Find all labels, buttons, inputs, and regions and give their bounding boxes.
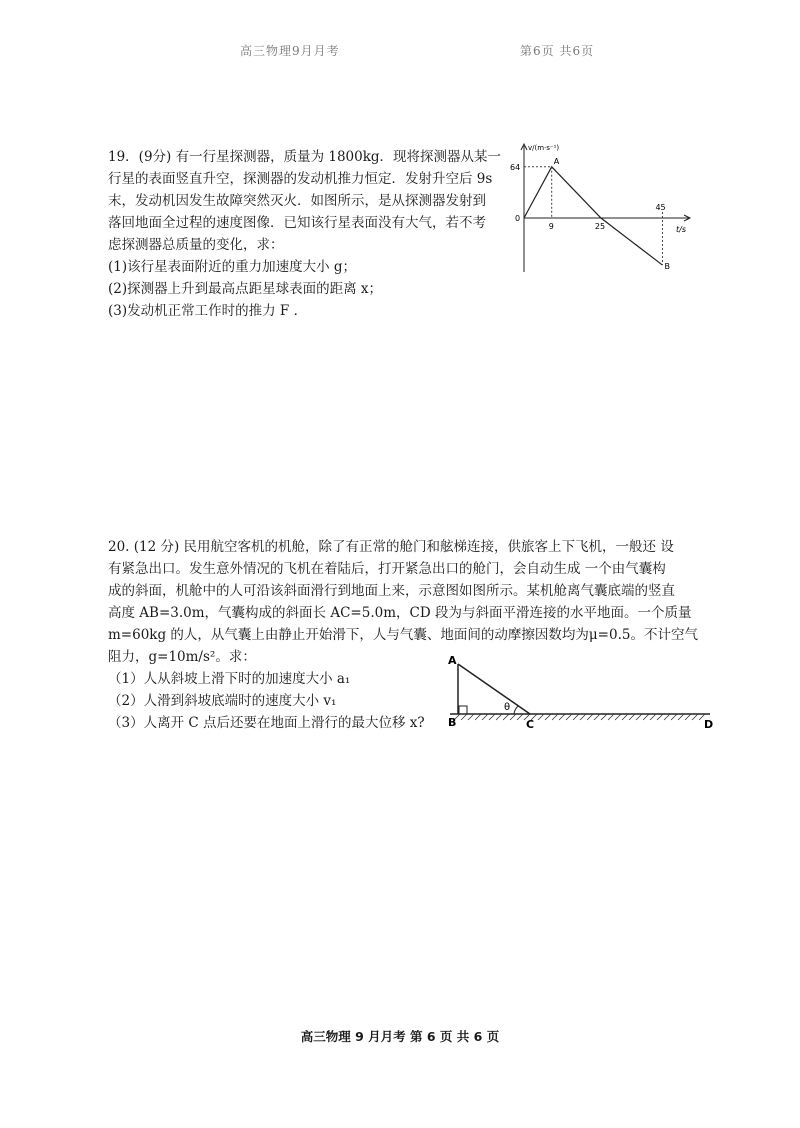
hatch-mark bbox=[510, 714, 516, 720]
point-label-b: B bbox=[664, 262, 670, 272]
q19-line-5: 虑探测器总质量的变化，求： bbox=[108, 237, 284, 253]
hatch-mark bbox=[636, 714, 642, 720]
hatch-mark bbox=[559, 714, 565, 720]
q20-line-6: 阻力，g=10m/s²。求： bbox=[108, 649, 256, 665]
ground-hatching bbox=[454, 714, 705, 720]
velocity-time-chart bbox=[508, 140, 698, 280]
header-fragment-left: 高三物理9月月考 bbox=[240, 44, 340, 58]
hatch-mark bbox=[671, 714, 677, 720]
q20-sub-1: （1）人从斜坡上滑下时的加速度大小 a₁ bbox=[108, 671, 351, 687]
hatch-mark bbox=[475, 714, 481, 720]
page-footer: 高三物理 9 月月考 第 6 页 共 6 页 bbox=[300, 1029, 500, 1044]
origin-label: 0 bbox=[515, 214, 521, 223]
label-theta: θ bbox=[504, 702, 511, 713]
q20-line-3: 成的斜面，机舱中的人可沿该斜面滑行到地面上来，示意图如图所示。某机舱离气囊底端的竖直 bbox=[108, 583, 675, 599]
header-fragment-right: 第6页 共6页 bbox=[520, 44, 595, 58]
x-tick-label-25: 25 bbox=[594, 222, 606, 231]
q19-sub-2: (2)探测器上升到最高点距星球表面的距离 x； bbox=[108, 281, 383, 297]
x-tick-label-45: 45 bbox=[655, 203, 666, 212]
hatch-mark bbox=[538, 714, 544, 720]
hatch-mark bbox=[566, 714, 572, 720]
hatch-mark bbox=[622, 714, 628, 720]
y-tick-label-64: 64 bbox=[510, 162, 521, 172]
y-axis-label: v/(m·s⁻¹) bbox=[528, 144, 560, 152]
q19-line-1: 19．(9分) 有一行星探测器，质量为 1800kg．现将探测器从某一 bbox=[108, 149, 502, 165]
hatch-mark bbox=[489, 714, 495, 720]
label-b: B bbox=[448, 716, 457, 729]
right-angle-mark bbox=[459, 706, 467, 714]
hatch-mark bbox=[594, 714, 600, 720]
hatch-mark bbox=[587, 714, 593, 720]
hatch-mark bbox=[657, 714, 663, 720]
q19-sub-1: (1)该行星表面附近的重力加速度大小 g； bbox=[108, 259, 357, 275]
question-19 bbox=[108, 146, 500, 322]
angle-arc bbox=[514, 706, 518, 714]
hatch-mark bbox=[629, 714, 635, 720]
q19-line-2: 行星的表面竖直升空，探测器的发动机推力恒定．发射升空后 9s bbox=[108, 171, 493, 187]
q20-sub-2: （2）人滑到斜坡底端时的速度大小 v₁ bbox=[108, 693, 337, 709]
label-d: D bbox=[704, 718, 714, 731]
hatch-mark bbox=[650, 714, 656, 720]
q20-sub-3: （3）人离开 C 点后还要在地面上滑行的最大位移 x? bbox=[108, 715, 425, 731]
hatch-mark bbox=[503, 714, 509, 720]
x-axis-label: t/s bbox=[676, 225, 686, 234]
hatch-mark bbox=[468, 714, 474, 720]
series-line bbox=[524, 167, 662, 265]
hatch-mark bbox=[692, 714, 698, 720]
hatch-mark bbox=[685, 714, 691, 720]
hatch-mark bbox=[496, 714, 502, 720]
hatch-mark bbox=[573, 714, 579, 720]
hatch-mark bbox=[545, 714, 551, 720]
q19-sub-3: (3)发动机正常工作时的推力 F ． bbox=[108, 303, 308, 319]
q20-line-4: 高度 AB=3.0m，气囊构成的斜面长 AC=5.0m，CD 段为与斜面平滑连接的水平地面。一个质量 bbox=[108, 605, 692, 621]
label-a: A bbox=[448, 654, 457, 667]
hatch-mark bbox=[601, 714, 607, 720]
hatch-mark bbox=[678, 714, 684, 720]
label-c: C bbox=[526, 718, 535, 731]
q19-line-3: 末，发动机因发生故障突然灭火．如图所示，是从探测器发射到 bbox=[108, 193, 486, 209]
slope-ac bbox=[458, 664, 530, 714]
q20-line-1: 20. (12 分) 民用航空客机的机舱，除了有正常的舱门和舷梯连接，供旅客上下飞机，一般还 设 bbox=[108, 539, 674, 555]
hatch-mark bbox=[615, 714, 621, 720]
q20-line-5: m=60kg 的人，从气囊上由静止开始滑下，人与气囊、地面间的动摩擦因数均为μ=0.5。不计空气 bbox=[108, 627, 698, 643]
hatch-mark bbox=[482, 714, 488, 720]
q19-line-4: 落回地面全过程的速度图像．已知该行星表面没有大气，若不考 bbox=[108, 215, 486, 231]
q20-line-2: 有紧急出口。发生意外情况的飞机在着陆后，打开紧急出口的舱门，会自动生成 一个由气囊构 bbox=[108, 561, 666, 577]
hatch-mark bbox=[517, 714, 523, 720]
hatch-mark bbox=[461, 714, 467, 720]
hatch-mark bbox=[552, 714, 558, 720]
hatch-mark bbox=[664, 714, 670, 720]
hatch-mark bbox=[643, 714, 649, 720]
point-label-a: A bbox=[553, 156, 560, 166]
incline-diagram bbox=[440, 650, 720, 740]
hatch-mark bbox=[580, 714, 586, 720]
hatch-mark bbox=[608, 714, 614, 720]
x-tick-label-9: 9 bbox=[548, 222, 554, 231]
